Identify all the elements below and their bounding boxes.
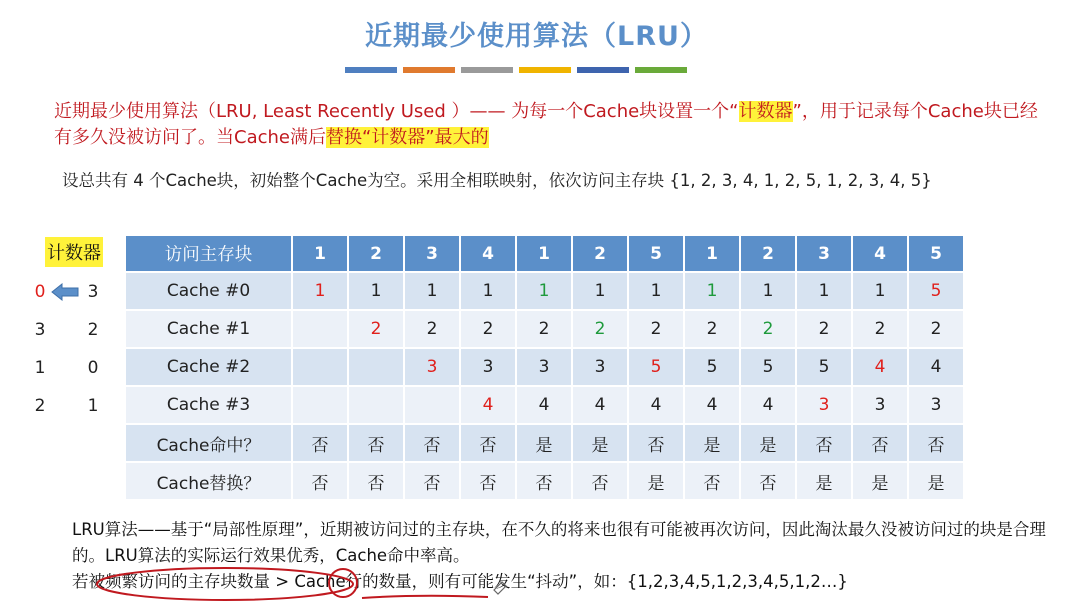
- header-access-block: 1: [685, 236, 739, 271]
- counter-value-new: 3: [34, 320, 46, 340]
- table-cell: 是: [797, 463, 851, 499]
- table-cell: [293, 387, 347, 423]
- lru-table: [124, 234, 965, 501]
- header-access-block: 3: [797, 236, 851, 271]
- table-cell: 3: [909, 387, 963, 423]
- table-cell: 4: [909, 349, 963, 385]
- header-access-block: 2: [349, 236, 403, 271]
- table-cell: 4: [461, 387, 515, 423]
- table-cell: 是: [853, 463, 907, 499]
- table-cell: 2: [741, 311, 795, 347]
- table-cell: [405, 387, 459, 423]
- table-cell: 否: [573, 463, 627, 499]
- table-cell: 2: [349, 311, 403, 347]
- table-cell: 3: [405, 349, 459, 385]
- table-cell: 2: [517, 311, 571, 347]
- table-cell: 5: [685, 349, 739, 385]
- table-cell: 1: [293, 273, 347, 309]
- header-access-block: 2: [741, 236, 795, 271]
- table-cell: 2: [629, 311, 683, 347]
- footer-text: [72, 517, 1062, 595]
- header-access-block: 5: [629, 236, 683, 271]
- color-bar-segment: [635, 67, 687, 73]
- table-row: [126, 311, 963, 347]
- table-header-row: [126, 236, 963, 271]
- header-access-block: 2: [573, 236, 627, 271]
- table-cell: 是: [909, 463, 963, 499]
- table-cell: 4: [741, 387, 795, 423]
- counter-value-new: 0: [34, 282, 46, 302]
- header-access-block: 4: [853, 236, 907, 271]
- table-cell: 否: [797, 425, 851, 461]
- table-cell: 否: [461, 425, 515, 461]
- table-cell: 否: [461, 463, 515, 499]
- table-cell: [349, 349, 403, 385]
- row-label: Cache #3: [126, 387, 291, 423]
- table-cell: 4: [685, 387, 739, 423]
- table-row: [126, 463, 963, 499]
- footer-line-2: 若被频繁访问的主存块数量 > Cache行的数量，则有可能发生“抖动”，如：{1,2,3,4,5,1,2,3,4,5,1,2…}: [72, 572, 848, 591]
- header-access-block: 1: [293, 236, 347, 271]
- color-bar-segment: [577, 67, 629, 73]
- table-cell: 3: [573, 349, 627, 385]
- counter-value-old: 1: [87, 396, 99, 416]
- color-bar-segment: [461, 67, 513, 73]
- counter-label: 计数器: [45, 237, 103, 267]
- table-cell: 3: [517, 349, 571, 385]
- intro-text: [54, 99, 1044, 151]
- table-cell: 1: [573, 273, 627, 309]
- left-arrow-icon: [50, 283, 80, 301]
- table-cell: [293, 311, 347, 347]
- row-label: Cache #2: [126, 349, 291, 385]
- counter-row: [0, 273, 120, 311]
- color-bar-segment: [403, 67, 455, 73]
- table-row: [126, 387, 963, 423]
- counter-value-old: 2: [87, 320, 99, 340]
- table-cell: 4: [853, 349, 907, 385]
- table-row: [126, 273, 963, 309]
- table-cell: 1: [461, 273, 515, 309]
- table-row: [126, 425, 963, 461]
- table-cell: 否: [909, 425, 963, 461]
- table-cell: 1: [741, 273, 795, 309]
- table-cell: 否: [349, 463, 403, 499]
- table-cell: 否: [349, 425, 403, 461]
- counter-value-new: 1: [34, 358, 46, 378]
- table-cell: 3: [853, 387, 907, 423]
- table-cell: [349, 387, 403, 423]
- counter-row: [0, 349, 120, 387]
- counter-row: [0, 311, 120, 349]
- table-cell: 1: [405, 273, 459, 309]
- table-cell: 2: [797, 311, 851, 347]
- intro-highlight-replace: 替换“计数器”最大的: [325, 127, 489, 148]
- table-cell: 否: [405, 463, 459, 499]
- pen-underline-cache-lines: [362, 596, 488, 598]
- page-title: 近期最少使用算法（LRU）: [365, 21, 708, 52]
- header-access-label: 访问主存块: [126, 236, 291, 271]
- intro-highlight-counter: 计数器: [738, 101, 793, 122]
- table-cell: 5: [741, 349, 795, 385]
- table-cell: 1: [685, 273, 739, 309]
- table-cell: 否: [293, 425, 347, 461]
- table-cell: 4: [629, 387, 683, 423]
- table-cell: 5: [629, 349, 683, 385]
- header-access-block: 1: [517, 236, 571, 271]
- table-cell: 2: [461, 311, 515, 347]
- table-cell: 2: [685, 311, 739, 347]
- table-cell: 1: [853, 273, 907, 309]
- header-access-block: 5: [909, 236, 963, 271]
- table-cell: 是: [685, 425, 739, 461]
- table-cell: [293, 349, 347, 385]
- table-cell: 是: [573, 425, 627, 461]
- color-bar-segment: [519, 67, 571, 73]
- table-cell: 5: [909, 273, 963, 309]
- color-bar: [345, 67, 687, 73]
- table-cell: 1: [797, 273, 851, 309]
- table-cell: 2: [909, 311, 963, 347]
- counter-value-old: 0: [87, 358, 99, 378]
- table-cell: 2: [405, 311, 459, 347]
- table-cell: 2: [573, 311, 627, 347]
- intro-part-2: ”，用于记录每个Cache块已经有多久没被访问了。当Cache满后: [54, 101, 1038, 148]
- table-cell: 1: [629, 273, 683, 309]
- table-cell: 否: [853, 425, 907, 461]
- table-cell: 是: [629, 463, 683, 499]
- counter-value-new: 2: [34, 396, 46, 416]
- row-label: Cache命中？: [126, 425, 291, 461]
- table-cell: 否: [741, 463, 795, 499]
- counter-value-old: 3: [87, 282, 99, 302]
- setup-text: 设总共有 4 个Cache块，初始整个Cache为空。采用全相联映射，依次访问主存块 {1, 2, 3, 4, 1, 2, 5, 1, 2, 3, 4, 5}: [62, 171, 932, 190]
- row-label: Cache #0: [126, 273, 291, 309]
- header-access-block: 4: [461, 236, 515, 271]
- color-bar-segment: [345, 67, 397, 73]
- row-label: Cache替换？: [126, 463, 291, 499]
- table-cell: 否: [293, 463, 347, 499]
- footer-line-1: LRU算法——基于“局部性原理”，近期被访问过的主存块，在不久的将来也很有可能被再次访问，因此淘汰最久没被访问过的块是合理的。LRU算法的实际运行效果优秀，Cache命中率高。: [72, 520, 1046, 565]
- table-cell: 4: [573, 387, 627, 423]
- row-label: Cache #1: [126, 311, 291, 347]
- table-cell: 否: [629, 425, 683, 461]
- table-body: [126, 273, 963, 499]
- intro-part-1: 近期最少使用算法（LRU, Least Recently Used ）—— 为每一个Cache块设置一个“: [54, 101, 739, 122]
- header-access-block: 3: [405, 236, 459, 271]
- table-cell: 是: [741, 425, 795, 461]
- table-cell: 是: [517, 425, 571, 461]
- table-cell: 3: [797, 387, 851, 423]
- counter-row: [0, 387, 120, 425]
- table-row: [126, 349, 963, 385]
- table-cell: 2: [853, 311, 907, 347]
- table-cell: 1: [349, 273, 403, 309]
- table-cell: 否: [685, 463, 739, 499]
- table-cell: 否: [517, 463, 571, 499]
- table-cell: 4: [517, 387, 571, 423]
- table-cell: 3: [461, 349, 515, 385]
- table-cell: 5: [797, 349, 851, 385]
- table-cell: 否: [405, 425, 459, 461]
- table-cell: 1: [517, 273, 571, 309]
